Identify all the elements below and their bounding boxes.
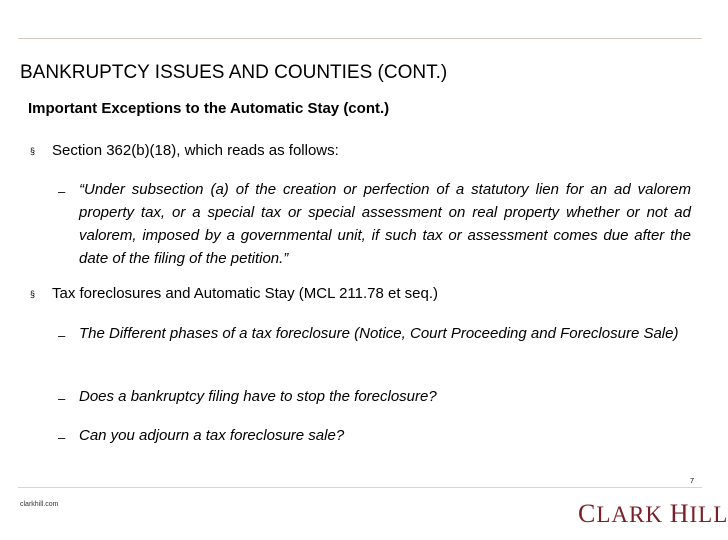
sub-item-adjourn-sale: Can you adjourn a tax foreclosure sale? bbox=[79, 427, 345, 444]
statute-quote: “Under subsection (a) of the creation or perfection of a statutory lien for an ad valorem property tax, or a special tax or special assessment on real property whether or not ad valorem, imposed by a governmental unit, if such tax or assessment comes due after the date of the filing of the petition.” bbox=[79, 181, 691, 267]
bullet-marker: § bbox=[30, 146, 36, 156]
slide-title: BANKRUPTCY ISSUES AND COUNTIES (CONT.) bbox=[20, 62, 448, 83]
footer-website: clarkhill.com bbox=[20, 501, 59, 508]
sub-bullet-dash: – bbox=[58, 184, 66, 199]
bullet-section-362: Section 362(b)(18), which reads as follows: bbox=[52, 142, 339, 159]
sub-bullet-dash: – bbox=[58, 391, 66, 406]
sub-item-phases: The Different phases of a tax foreclosure (Notice, Court Proceeding and Foreclosure Sale) bbox=[79, 325, 679, 342]
sub-bullet-dash: – bbox=[58, 430, 66, 445]
header-rule bbox=[18, 38, 702, 39]
clark-hill-logo: CLARK HILL bbox=[578, 499, 728, 528]
bullet-marker: § bbox=[30, 289, 36, 299]
slide-subtitle: Important Exceptions to the Automatic Stay (cont.) bbox=[28, 100, 390, 117]
page-number: 7 bbox=[690, 478, 694, 485]
footer-rule bbox=[18, 487, 702, 488]
bullet-tax-foreclosures: Tax foreclosures and Automatic Stay (MCL 211.78 et seq.) bbox=[52, 285, 439, 302]
sub-bullet-dash: – bbox=[58, 328, 66, 343]
sub-item-bankruptcy-stop: Does a bankruptcy filing have to stop the foreclosure? bbox=[79, 388, 437, 405]
